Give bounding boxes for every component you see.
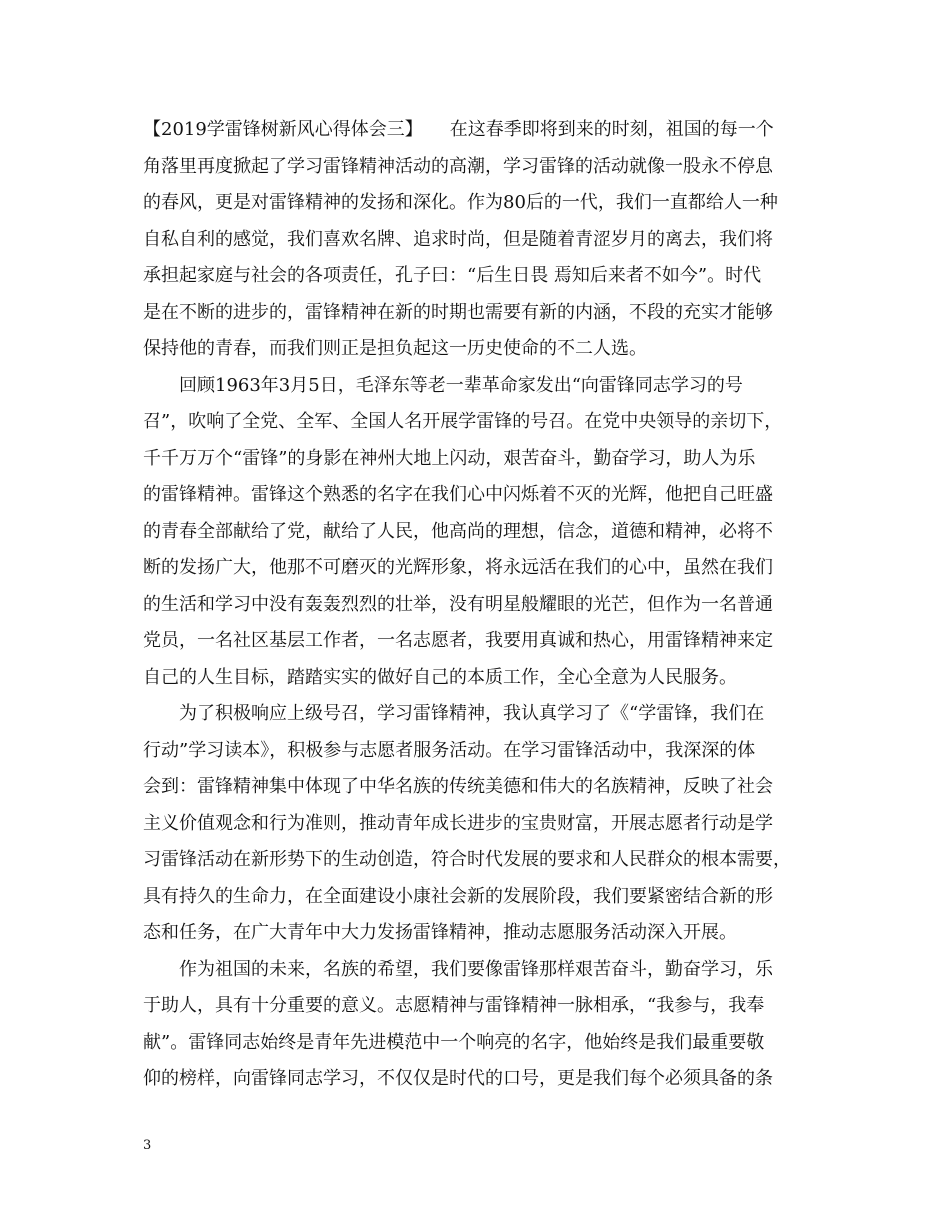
text-line: 千千万万个“雷锋”的身影在神州大地上闪动，艰苦奋斗，勤奋学习，助人为乐 bbox=[143, 447, 756, 469]
text-line: 的生活和学习中没有轰轰烈烈的壮举，没有明星般耀眼的光芒，但作为一名普通 bbox=[143, 593, 773, 615]
text-line: 断的发扬广大，他那不可磨灭的光辉形象，将永远活在我们的心中，虽然在我们 bbox=[143, 557, 773, 578]
text-line: 保持他的青春，而我们则正是担负起这一历史使命的不二人选。 bbox=[143, 338, 647, 359]
text-line: 的青春全部献给了党，献给了人民，他高尚的理想，信念，道德和精神，必将不 bbox=[143, 520, 773, 542]
text-line: 承担起家庭与社会的各项责任，孔子曰：“后生日畏 焉知后来者不如今”。时代 bbox=[143, 265, 762, 286]
text-line: 于助人，具有十分重要的意义。志愿精神与雷锋精神一脉相承，“我参与，我奉 bbox=[143, 995, 765, 1016]
text-line: 具有持久的生命力，在全面建设小康社会新的发展阶段，我们要紧密结合新的形 bbox=[143, 885, 773, 907]
text-line: 角落里再度掀起了学习雷锋精神活动的高潮，学习雷锋的活动就像一股永不停息 bbox=[143, 155, 773, 177]
text-line: 态和任务，在广大青年中大力发扬雷锋精神，推动志愿服务活动深入开展。 bbox=[143, 922, 737, 943]
text-line: 的春风，更是对雷锋精神的发扬和深化。作为80后的一代，我们一直都给人一种 bbox=[143, 192, 778, 213]
text-line: 行动”学习读本》，积极参与志愿者服务活动。在学习雷锋活动中，我深深的体 bbox=[143, 739, 756, 761]
text-line: 是在不断的进步的，雷锋精神在新的时期也需要有新的内涵，不段的充实才能够 bbox=[143, 301, 773, 323]
text-line: 习雷锋活动在新形势下的生动创造，符合时代发展的要求和人民群众的根本需要， bbox=[143, 849, 791, 870]
text-line: 献”。雷锋同志始终是青年先进模范中一个响亮的名字，他始终是我们最重要敬 bbox=[143, 1031, 765, 1053]
text-line: 【2019学雷锋树新风心得体会三】 在这春季即将到来的时刻，祖国的每一个 bbox=[143, 119, 774, 140]
text-line: 为了积极响应上级号召，学习雷锋精神，我认真学习了《“学雷锋，我们在 bbox=[143, 703, 765, 724]
text-line: 党员，一名社区基层工作者，一名志愿者，我要用真诚和热心，用雷锋精神来定 bbox=[143, 630, 773, 651]
text-line: 自己的人生目标，踏踏实实的做好自己的本质工作，全心全意为人民服务。 bbox=[143, 666, 737, 688]
text-line: 的雷锋精神。雷锋这个熟悉的名字在我们心中闪烁着不灭的光辉，他把自己旺盛 bbox=[143, 484, 773, 505]
text-line: 回顾1963年3月5日，毛泽东等老一辈革命家发出“向雷锋同志学习的号 bbox=[143, 374, 743, 396]
text-line: 自私自利的感觉，我们喜欢名牌、追求时尚，但是随着青涩岁月的离去，我们将 bbox=[143, 228, 773, 250]
text-line: 召”，吹响了全党、全军、全国人名开展学雷锋的号召。在党中央领导的亲切下， bbox=[143, 411, 783, 432]
text-line: 主义价值观念和行为准则，推动青年成长进步的宝贵财富，开展志愿者行动是学 bbox=[143, 812, 773, 834]
text-line: 仰的榜样，向雷锋同志学习，不仅仅是时代的口号，更是我们每个必须具备的条 bbox=[143, 1068, 773, 1089]
page-number: 3 bbox=[143, 1138, 152, 1153]
text-line: 会到：雷锋精神集中体现了中华名族的传统美德和伟大的名族精神，反映了社会 bbox=[143, 776, 773, 797]
text-line: 作为祖国的未来，名族的希望，我们要像雷锋那样艰苦奋斗，勤奋学习，乐 bbox=[143, 958, 773, 980]
document-body bbox=[143, 112, 823, 1098]
